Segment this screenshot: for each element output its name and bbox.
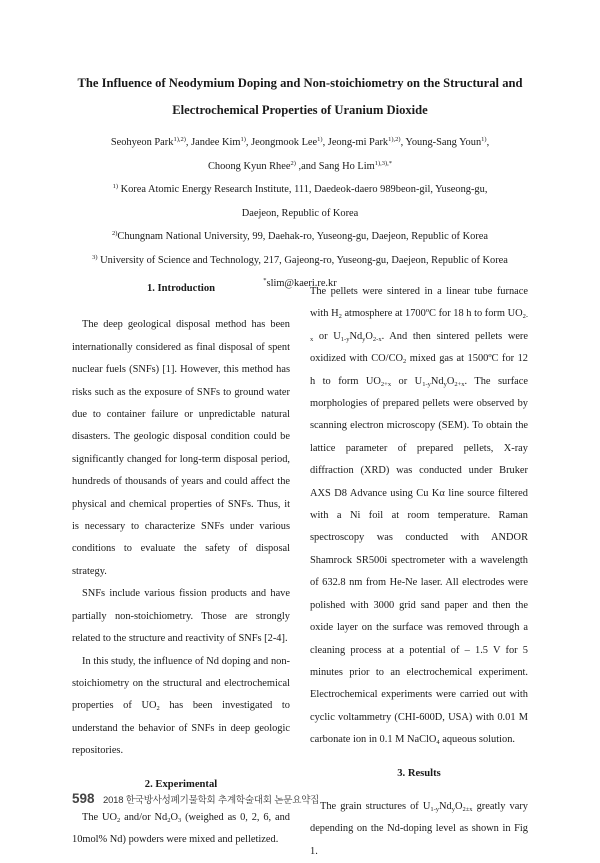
author-block [60, 131, 540, 296]
author-name: Young-Sang Youn [405, 137, 482, 148]
section-heading-results: 3. Results [397, 767, 441, 779]
right-column [310, 281, 528, 863]
author-name: Seohyeon Park [110, 137, 174, 148]
intro-paragraph-1: The deep geological disposal method has been internationally considered as final disposal of spent nuclear fuels (SNFs) [1]. However, this method has risks such as the exposure of SNFs to ground water due to container failure or unpredictable natural disasters. The geologic disposal condition could be significantly changed for long-term disposal period, hundreds of thousands of years and could affect the physical and chemical properties of SNFs. Thus, it is necessary to characterize SNFs under various conditions to evaluate the safety of disposal strategy. [72, 319, 290, 577]
page-number: 598 [72, 791, 95, 806]
experimental-paragraph-1: The $UO_2$ and/or $Nd_2O_3$ (weighed as 0, 2, 6, and 10mol% Nd) powders were mixed and pelletized. [72, 811, 290, 846]
author-affiliation-mark: 1),2) [173, 136, 186, 143]
author-affiliation-mark: 1) [481, 136, 487, 143]
author-affiliation-mark: 2) [290, 159, 296, 167]
title-line-2: Electrochemical Properties of Uranium Dioxide [172, 103, 428, 117]
author-affiliation-mark: 1),3),* [374, 159, 393, 167]
author-affiliation-mark: 1),2) [388, 136, 401, 143]
author-name: Choong Kyun Rhee [207, 160, 291, 172]
author-name: Jeongmook Lee [251, 137, 318, 148]
intro-paragraph-3: In this study, the influence of Nd doping and non-stoichiometry on the structural and electrochemical properties of $UO_2$ has been investigated to understand the behavior of SNFs in deep geologic repositories. [72, 655, 290, 757]
conference-proceedings-label: 2018 한국방사성폐기물학회 추계학술대회 논문요약집 [102, 795, 320, 806]
author-name: Jeong-mi Park [327, 137, 389, 148]
page-footer [72, 790, 532, 810]
results-paragraph-1: The grain structures of $U_{1-y}Nd_yO_{2\pm x}$ greatly vary depending on the Nd-doping level as shown in Fig 1. [310, 800, 528, 857]
author-line-1: Seohyeon Park$^{1),2)}$, Jandee Kim$^{1)}$, Jeongmook Lee$^{1)}$, Jeong-mi Park$^{1),2)}$, Young-Sang Youn$^{1)}$, [110, 136, 490, 148]
affiliation-1-line-1: $^{1)}$ Korea Atomic Energy Research Institute, 111, Daedeok-daero 989beon-gil, Yuseong-gu, [112, 183, 488, 195]
experimental-paragraph-2: The pellets were sintered in a linear tube furnace with $H_2$ atmosphere at 1700ºC for 18 h to form $UO_{2-x}$ or $U_{1-y}Nd_yO_{2-x}$. And then sintered pellets were oxidized with $CO/CO_2$ mixed gas at 1500ºC for 12 h to form $UO_{2+x}$ or $U_{1-y}Nd_yO_{2+x}$. The surface morphologies of prepared pellets were observed by scanning electron microscopy (SEM). To obtain the lattice parameter of prepared pellets, X-ray diffraction (XRD) was conducted under Bruker AXS D8 Advance using Cu Kα line source filtered with a Ni foil at room temperature. Raman spectroscopy was conducted with ANDOR Shamrock SR500i spectrometer with a wavelength of 632.8 nm from He-Ne laser. All electrodes were polished with 3000 grid sand paper and then the oxide layer on the surface was removed through a cleaning process at a potential of – 1.5 V for 5 minutes prior to an electrochemical experiment. Electrochemical experiments were carried out with cyclic voltammetry (CHI-600D, USA) with 0.01 M carbonate ion in 0.1 M NaClO$_4$ aqueous solution. [310, 286, 529, 747]
author-name: Sang Ho Lim [318, 160, 375, 172]
affiliation-3: $^{3)}$ University of Science and Technology, 217, Gajeong-ro, Yuseong-gu, Daejeon, Republic of Korea [92, 253, 508, 266]
left-column [72, 278, 290, 852]
author-line-2: Choong Kyun Rhee$^{2)}$ ,and Sang Ho Lim$^{1),3),*}$ [207, 159, 393, 172]
affiliation-2: $^{2)}$Chungnam National University, 99, Daehak-ro, Yuseong-gu, Daejeon, Republic of Korea [111, 230, 489, 242]
corresponding-email: *slim@kaeri.re.kr [263, 277, 337, 289]
author-affiliation-mark: 1) [317, 136, 323, 143]
author-name: Jandee Kim [191, 137, 241, 148]
section-heading-experimental: 2. Experimental [144, 778, 218, 790]
paper-title [60, 70, 540, 124]
intro-paragraph-2: SNFs include various fission products and have partially non-stoichiometry. Those are strongly related to the structure and reactivity of SNFs [2-4]. [72, 588, 290, 645]
affiliation-1-line-2: Daejeon, Republic of Korea [241, 207, 359, 219]
author-affiliation-mark: 1) [240, 136, 246, 143]
section-heading-introduction: 1. Introduction [146, 283, 216, 294]
title-line-1: The Influence of Neodymium Doping and Non-stoichiometry on the Structural and [77, 76, 523, 90]
